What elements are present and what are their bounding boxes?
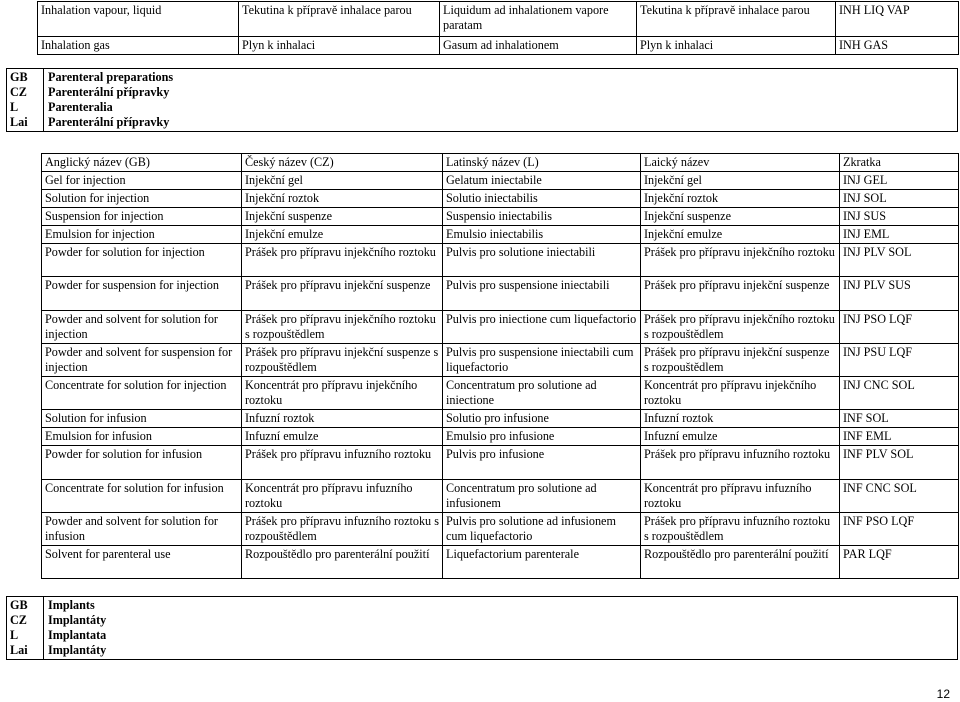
cell-abbr: INF CNC SOL <box>840 480 959 513</box>
cell-gb: Inhalation gas <box>38 37 239 55</box>
cell-lai: Rozpouštědlo pro parenterální použití <box>641 546 840 579</box>
name-lai: Implantáty <box>48 643 107 657</box>
cell-l: Pulvis pro solutione iniectabili <box>443 244 641 277</box>
cell-lai: Koncentrát pro přípravu injekčního roztoku <box>641 377 840 410</box>
section-names <box>44 597 958 660</box>
table-row <box>42 311 959 344</box>
cell-l: Suspensio iniectabilis <box>443 208 641 226</box>
cell-l: Pulvis pro infusione <box>443 446 641 480</box>
cell-l: Solutio pro infusione <box>443 410 641 428</box>
code-cz: CZ <box>10 613 27 627</box>
cell-gb: Inhalation vapour, liquid <box>38 2 239 37</box>
cell-gb: Emulsion for injection <box>42 226 242 244</box>
header-cz: Český název (CZ) <box>242 154 443 172</box>
cell-lai: Injekční gel <box>641 172 840 190</box>
code-l: L <box>10 628 19 642</box>
cell-cz: Prášek pro přípravu infuzního roztoku <box>242 446 443 480</box>
cell-cz: Koncentrát pro přípravu injekčního roztoku <box>242 377 443 410</box>
table-row <box>42 172 959 190</box>
cell-abbr: INJ PSO LQF <box>840 311 959 344</box>
table-header-row <box>42 154 959 172</box>
cell-gb: Powder for suspension for injection <box>42 277 242 311</box>
table-row <box>42 226 959 244</box>
name-cz: Implantáty <box>48 613 107 627</box>
cell-cz: Infuzní roztok <box>242 410 443 428</box>
cell-gb: Solution for infusion <box>42 410 242 428</box>
page-number: 12 <box>936 687 950 701</box>
cell-cz: Plyn k inhalaci <box>239 37 440 55</box>
cell-cz: Injekční suspenze <box>242 208 443 226</box>
header-l: Latinský název (L) <box>443 154 641 172</box>
cell-l: Pulvis pro suspensione iniectabili <box>443 277 641 311</box>
header-lai: Laický název <box>641 154 840 172</box>
cell-cz: Koncentrát pro přípravu infuzního roztoku <box>242 480 443 513</box>
parenteral-table <box>41 153 959 579</box>
cell-cz: Injekční roztok <box>242 190 443 208</box>
table-row <box>42 344 959 377</box>
section-heading-parenteral <box>6 68 958 132</box>
cell-l: Pulvis pro solutione ad infusionem cum liquefactorio <box>443 513 641 546</box>
cell-lai: Prášek pro přípravu injekční suspenze <box>641 277 840 311</box>
section-row <box>7 597 958 660</box>
cell-abbr: PAR LQF <box>840 546 959 579</box>
table-row <box>42 428 959 446</box>
table-row <box>42 446 959 480</box>
name-gb: Implants <box>48 598 95 612</box>
code-gb: GB <box>10 598 28 612</box>
code-cz: CZ <box>10 85 27 99</box>
cell-l: Concentratum pro solutione ad infusionem <box>443 480 641 513</box>
cell-l: Emulsio iniectabilis <box>443 226 641 244</box>
table-row <box>42 244 959 277</box>
inhalation-table <box>37 1 959 55</box>
cell-lai: Injekční suspenze <box>641 208 840 226</box>
cell-abbr: INJ PLV SUS <box>840 277 959 311</box>
cell-gb: Powder for solution for infusion <box>42 446 242 480</box>
cell-cz: Prášek pro přípravu injekční suspenze s rozpouštědlem <box>242 344 443 377</box>
cell-lai: Prášek pro přípravu infuzního roztoku <box>641 446 840 480</box>
cell-abbr: INJ SOL <box>840 190 959 208</box>
cell-gb: Concentrate for solution for injection <box>42 377 242 410</box>
cell-gb: Powder and solvent for suspension for injection <box>42 344 242 377</box>
cell-cz: Infuzní emulze <box>242 428 443 446</box>
cell-abbr: INH LIQ VAP <box>836 2 959 37</box>
cell-cz: Prášek pro přípravu injekční suspenze <box>242 277 443 311</box>
cell-cz: Tekutina k přípravě inhalace parou <box>239 2 440 37</box>
cell-gb: Concentrate for solution for infusion <box>42 480 242 513</box>
header-gb: Anglický název (GB) <box>42 154 242 172</box>
cell-l: Liquefactorium parenterale <box>443 546 641 579</box>
table-row <box>42 377 959 410</box>
cell-cz: Prášek pro přípravu injekčního roztoku <box>242 244 443 277</box>
cell-abbr: INJ SUS <box>840 208 959 226</box>
header-abbr: Zkratka <box>840 154 959 172</box>
table-row <box>42 546 959 579</box>
cell-cz: Prášek pro přípravu injekčního roztoku s rozpouštědlem <box>242 311 443 344</box>
cell-l: Emulsio pro infusione <box>443 428 641 446</box>
cell-gb: Solvent for parenteral use <box>42 546 242 579</box>
cell-abbr: INJ EML <box>840 226 959 244</box>
table-row <box>42 208 959 226</box>
cell-l: Pulvis pro iniectione cum liquefactorio <box>443 311 641 344</box>
cell-abbr: INF PSO LQF <box>840 513 959 546</box>
cell-lai: Infuzní emulze <box>641 428 840 446</box>
name-l: Parenteralia <box>48 100 113 114</box>
cell-lai: Prášek pro přípravu injekčního roztoku <box>641 244 840 277</box>
table-row <box>38 37 959 55</box>
name-cz: Parenterální přípravky <box>48 85 170 99</box>
cell-abbr: INF SOL <box>840 410 959 428</box>
cell-abbr: INJ PLV SOL <box>840 244 959 277</box>
name-lai: Parenterální přípravky <box>48 115 170 129</box>
cell-lai: Injekční emulze <box>641 226 840 244</box>
code-lai: Lai <box>10 115 28 129</box>
cell-l: Gasum ad inhalationem <box>440 37 637 55</box>
code-l: L <box>10 100 19 114</box>
cell-lai: Infuzní roztok <box>641 410 840 428</box>
cell-abbr: INJ PSU LQF <box>840 344 959 377</box>
lang-code <box>7 69 44 132</box>
cell-cz: Injekční emulze <box>242 226 443 244</box>
cell-gb: Solution for injection <box>42 190 242 208</box>
code-lai: Lai <box>10 643 28 657</box>
cell-abbr: INJ CNC SOL <box>840 377 959 410</box>
cell-lai: Prášek pro přípravu infuzního roztoku s rozpouštědlem <box>641 513 840 546</box>
table-row <box>38 2 959 37</box>
cell-gb: Powder and solvent for solution for injection <box>42 311 242 344</box>
lang-code <box>7 597 44 660</box>
cell-cz: Injekční gel <box>242 172 443 190</box>
cell-lai: Koncentrát pro přípravu infuzního roztoku <box>641 480 840 513</box>
cell-cz: Prášek pro přípravu infuzního roztoku s rozpouštědlem <box>242 513 443 546</box>
cell-gb: Powder for solution for injection <box>42 244 242 277</box>
table-row <box>42 277 959 311</box>
code-gb: GB <box>10 70 28 84</box>
cell-l: Concentratum pro solutione ad iniectione <box>443 377 641 410</box>
cell-gb: Emulsion for infusion <box>42 428 242 446</box>
cell-lai: Injekční roztok <box>641 190 840 208</box>
cell-abbr: INF EML <box>840 428 959 446</box>
cell-lai: Prášek pro přípravu injekčního roztoku s rozpouštědlem <box>641 311 840 344</box>
cell-lai: Tekutina k přípravě inhalace parou <box>637 2 836 37</box>
cell-gb: Gel for injection <box>42 172 242 190</box>
cell-gb: Powder and solvent for solution for infusion <box>42 513 242 546</box>
cell-gb: Suspension for injection <box>42 208 242 226</box>
cell-abbr: INF PLV SOL <box>840 446 959 480</box>
cell-lai: Plyn k inhalaci <box>637 37 836 55</box>
table-row <box>42 513 959 546</box>
cell-abbr: INH GAS <box>836 37 959 55</box>
name-l: Implantata <box>48 628 107 642</box>
cell-l: Gelatum iniectabile <box>443 172 641 190</box>
section-row <box>7 69 958 132</box>
cell-l: Liquidum ad inhalationem vapore paratam <box>440 2 637 37</box>
cell-abbr: INJ GEL <box>840 172 959 190</box>
cell-lai: Prášek pro přípravu injekční suspenze s rozpouštědlem <box>641 344 840 377</box>
table-row <box>42 480 959 513</box>
cell-l: Solutio iniectabilis <box>443 190 641 208</box>
table-row <box>42 190 959 208</box>
cell-cz: Rozpouštědlo pro parenterální použití <box>242 546 443 579</box>
table-row <box>42 410 959 428</box>
section-heading-implants <box>6 596 958 660</box>
section-names <box>44 69 958 132</box>
cell-l: Pulvis pro suspensione iniectabili cum liquefactorio <box>443 344 641 377</box>
name-gb: Parenteral preparations <box>48 70 174 84</box>
